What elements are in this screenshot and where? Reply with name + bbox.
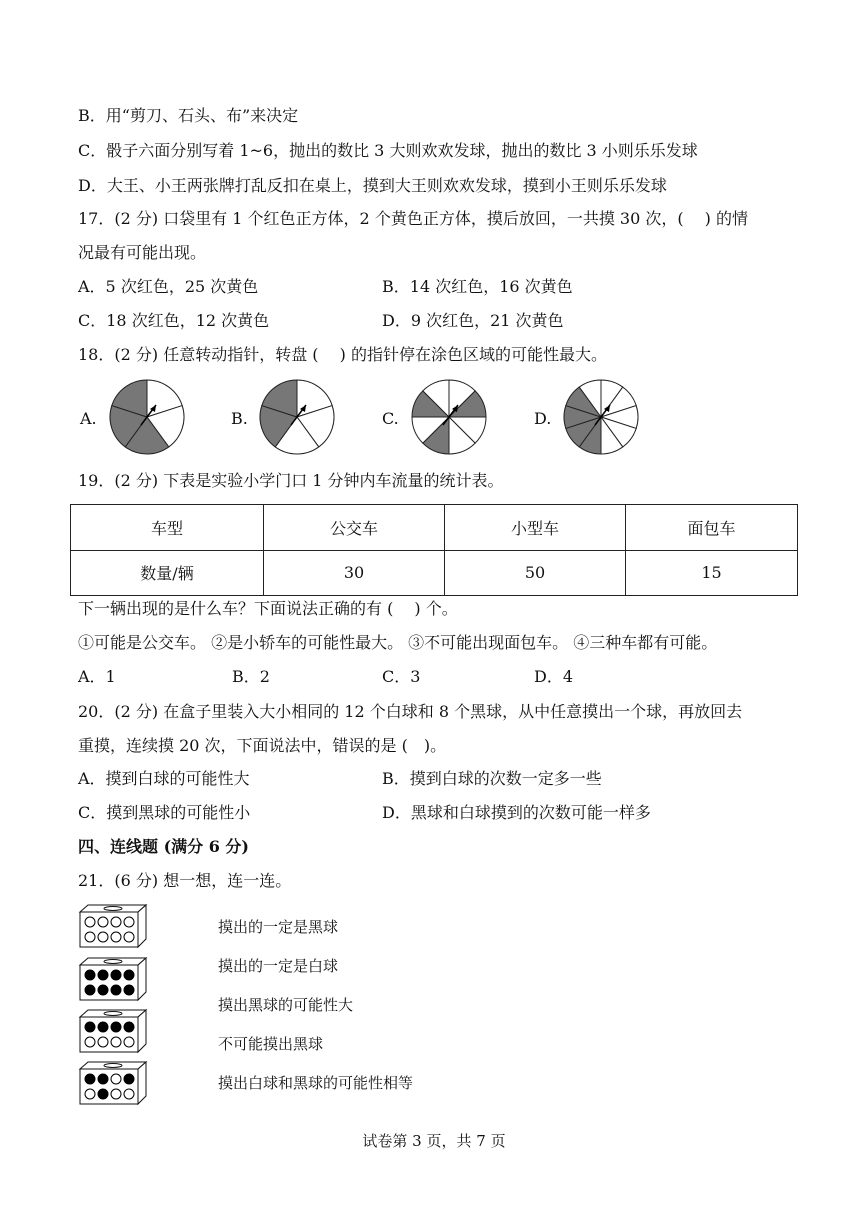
spinner-label-c: C. [382, 409, 399, 428]
q20-option-d: D．黑球和白球摸到的次数可能一样多 [382, 803, 651, 822]
section-heading: 四、连线题 (满分 6 分) [78, 837, 249, 856]
black-ball [85, 970, 95, 980]
q17-stem: 17．(2 分) 口袋里有 1 个红色正方体，2 个黄色正方体，摸后放回，一共摸 30 次，( ) 的情 [78, 209, 749, 228]
match-statement: 摸出黑球的可能性大 [218, 996, 354, 1014]
match-statement: 摸出的一定是黑球 [218, 918, 339, 936]
black-ball [124, 985, 134, 995]
white-ball [85, 1089, 95, 1099]
table-cell: 数量/辆 [71, 550, 264, 596]
page-footer: 试卷第 3 页，共 7 页 [362, 1132, 506, 1150]
spinner-label-b: B. [231, 409, 248, 428]
white-ball [98, 1037, 108, 1047]
black-ball [98, 1022, 108, 1032]
q16-option-d: D．大王、小王两张牌打乱反扣在桌上，摸到大王则欢欢发球，摸到小王则乐乐发球 [78, 176, 667, 195]
black-ball [124, 1022, 134, 1032]
table-row [71, 550, 798, 596]
q17-option-a: A．5 次红色，25 次黄色 [78, 277, 259, 296]
table-cell: 50 [445, 550, 626, 596]
q19-option-a: A．1 [78, 667, 116, 686]
black-ball [85, 985, 95, 995]
black-ball [98, 985, 108, 995]
white-ball [124, 1037, 134, 1047]
q20-stem: 20．(2 分) 在盒子里装入大小相同的 12 个白球和 8 个黑球，从中任意摸出一个球，再放回去 [78, 702, 743, 721]
spinner-label-d: D. [534, 409, 552, 428]
q17-stem-cont: 况最有可能出现。 [78, 243, 207, 262]
white-ball [111, 1074, 121, 1084]
table-header-row [71, 505, 798, 551]
black-ball [124, 970, 134, 980]
q19-option-d: D．4 [534, 667, 574, 686]
q20-option-a: A．摸到白球的可能性大 [78, 769, 250, 788]
q17-option-b: B．14 次红色，16 次黄色 [382, 277, 573, 296]
q16-option-c: C．骰子六面分别写着 1~6，抛出的数比 3 大则欢欢发球，抛出的数比 3 小则乐乐发球 [78, 141, 698, 160]
spinner-c [410, 378, 488, 456]
black-ball [85, 1022, 95, 1032]
table-header-cell: 面包车 [626, 505, 798, 551]
white-ball [124, 932, 134, 942]
q20-stem-cont: 重摸，连续摸 20 次，下面说法中，错误的是 ( )。 [78, 736, 447, 755]
table-header-cell: 公交车 [264, 505, 445, 551]
white-ball [124, 917, 134, 927]
white-ball [111, 1037, 121, 1047]
q19-option-b: B．2 [232, 667, 270, 686]
match-statement: 摸出的一定是白球 [218, 957, 339, 975]
ball-box-icon [78, 956, 148, 1002]
spinner-a [108, 378, 186, 456]
spinner-b [258, 378, 336, 456]
white-ball [85, 932, 95, 942]
match-statement: 摸出白球和黑球的可能性相等 [218, 1074, 414, 1092]
q18-stem: 18．(2 分) 任意转动指针，转盘 ( ) 的指针停在涂色区域的可能性最大。 [78, 345, 607, 364]
table-cell: 30 [264, 550, 445, 596]
q19-option-c: C．3 [382, 667, 421, 686]
match-statement: 不可能摸出黑球 [218, 1035, 324, 1053]
spinner-d [562, 378, 640, 456]
q16-option-b: B．用“剪刀、石头、布”来决定 [78, 106, 299, 125]
ball-box-icon [78, 1008, 148, 1054]
white-ball [111, 917, 121, 927]
white-ball [85, 1037, 95, 1047]
table-cell: 15 [626, 550, 798, 596]
q19-stem: 19．(2 分) 下表是实验小学门口 1 分钟内车流量的统计表。 [78, 471, 504, 490]
q17-option-c: C．18 次红色，12 次黄色 [78, 311, 270, 330]
black-ball [111, 985, 121, 995]
q19-question: 下一辆出现的是什么车？下面说法正确的有 ( ) 个。 [78, 599, 458, 618]
ball-box-icon [78, 903, 148, 949]
white-ball [111, 1089, 121, 1099]
black-ball [85, 1074, 95, 1084]
spinner-label-a: A. [80, 409, 97, 428]
white-ball [85, 917, 95, 927]
white-ball [124, 1089, 134, 1099]
table-header-cell: 车型 [71, 505, 264, 551]
black-ball [98, 970, 108, 980]
table-header-cell: 小型车 [445, 505, 626, 551]
black-ball [111, 1022, 121, 1032]
q19-statements: ①可能是公交车。 ②是小轿车的可能性最大。 ③不可能出现面包车。 ④三种车都有可能。 [78, 633, 718, 652]
black-ball [111, 970, 121, 980]
black-ball [98, 1074, 108, 1084]
q21-stem: 21．(6 分) 想一想，连一连。 [78, 871, 292, 890]
ball-box-icon [78, 1060, 148, 1106]
black-ball [124, 1074, 134, 1084]
q17-option-d: D．9 次红色，21 次黄色 [382, 311, 564, 330]
white-ball [98, 917, 108, 927]
q20-option-b: B．摸到白球的次数一定多一些 [382, 769, 602, 788]
traffic-table [70, 504, 798, 596]
black-ball [98, 1089, 108, 1099]
white-ball [111, 932, 121, 942]
white-ball [98, 932, 108, 942]
q20-option-c: C．摸到黑球的可能性小 [78, 803, 251, 822]
